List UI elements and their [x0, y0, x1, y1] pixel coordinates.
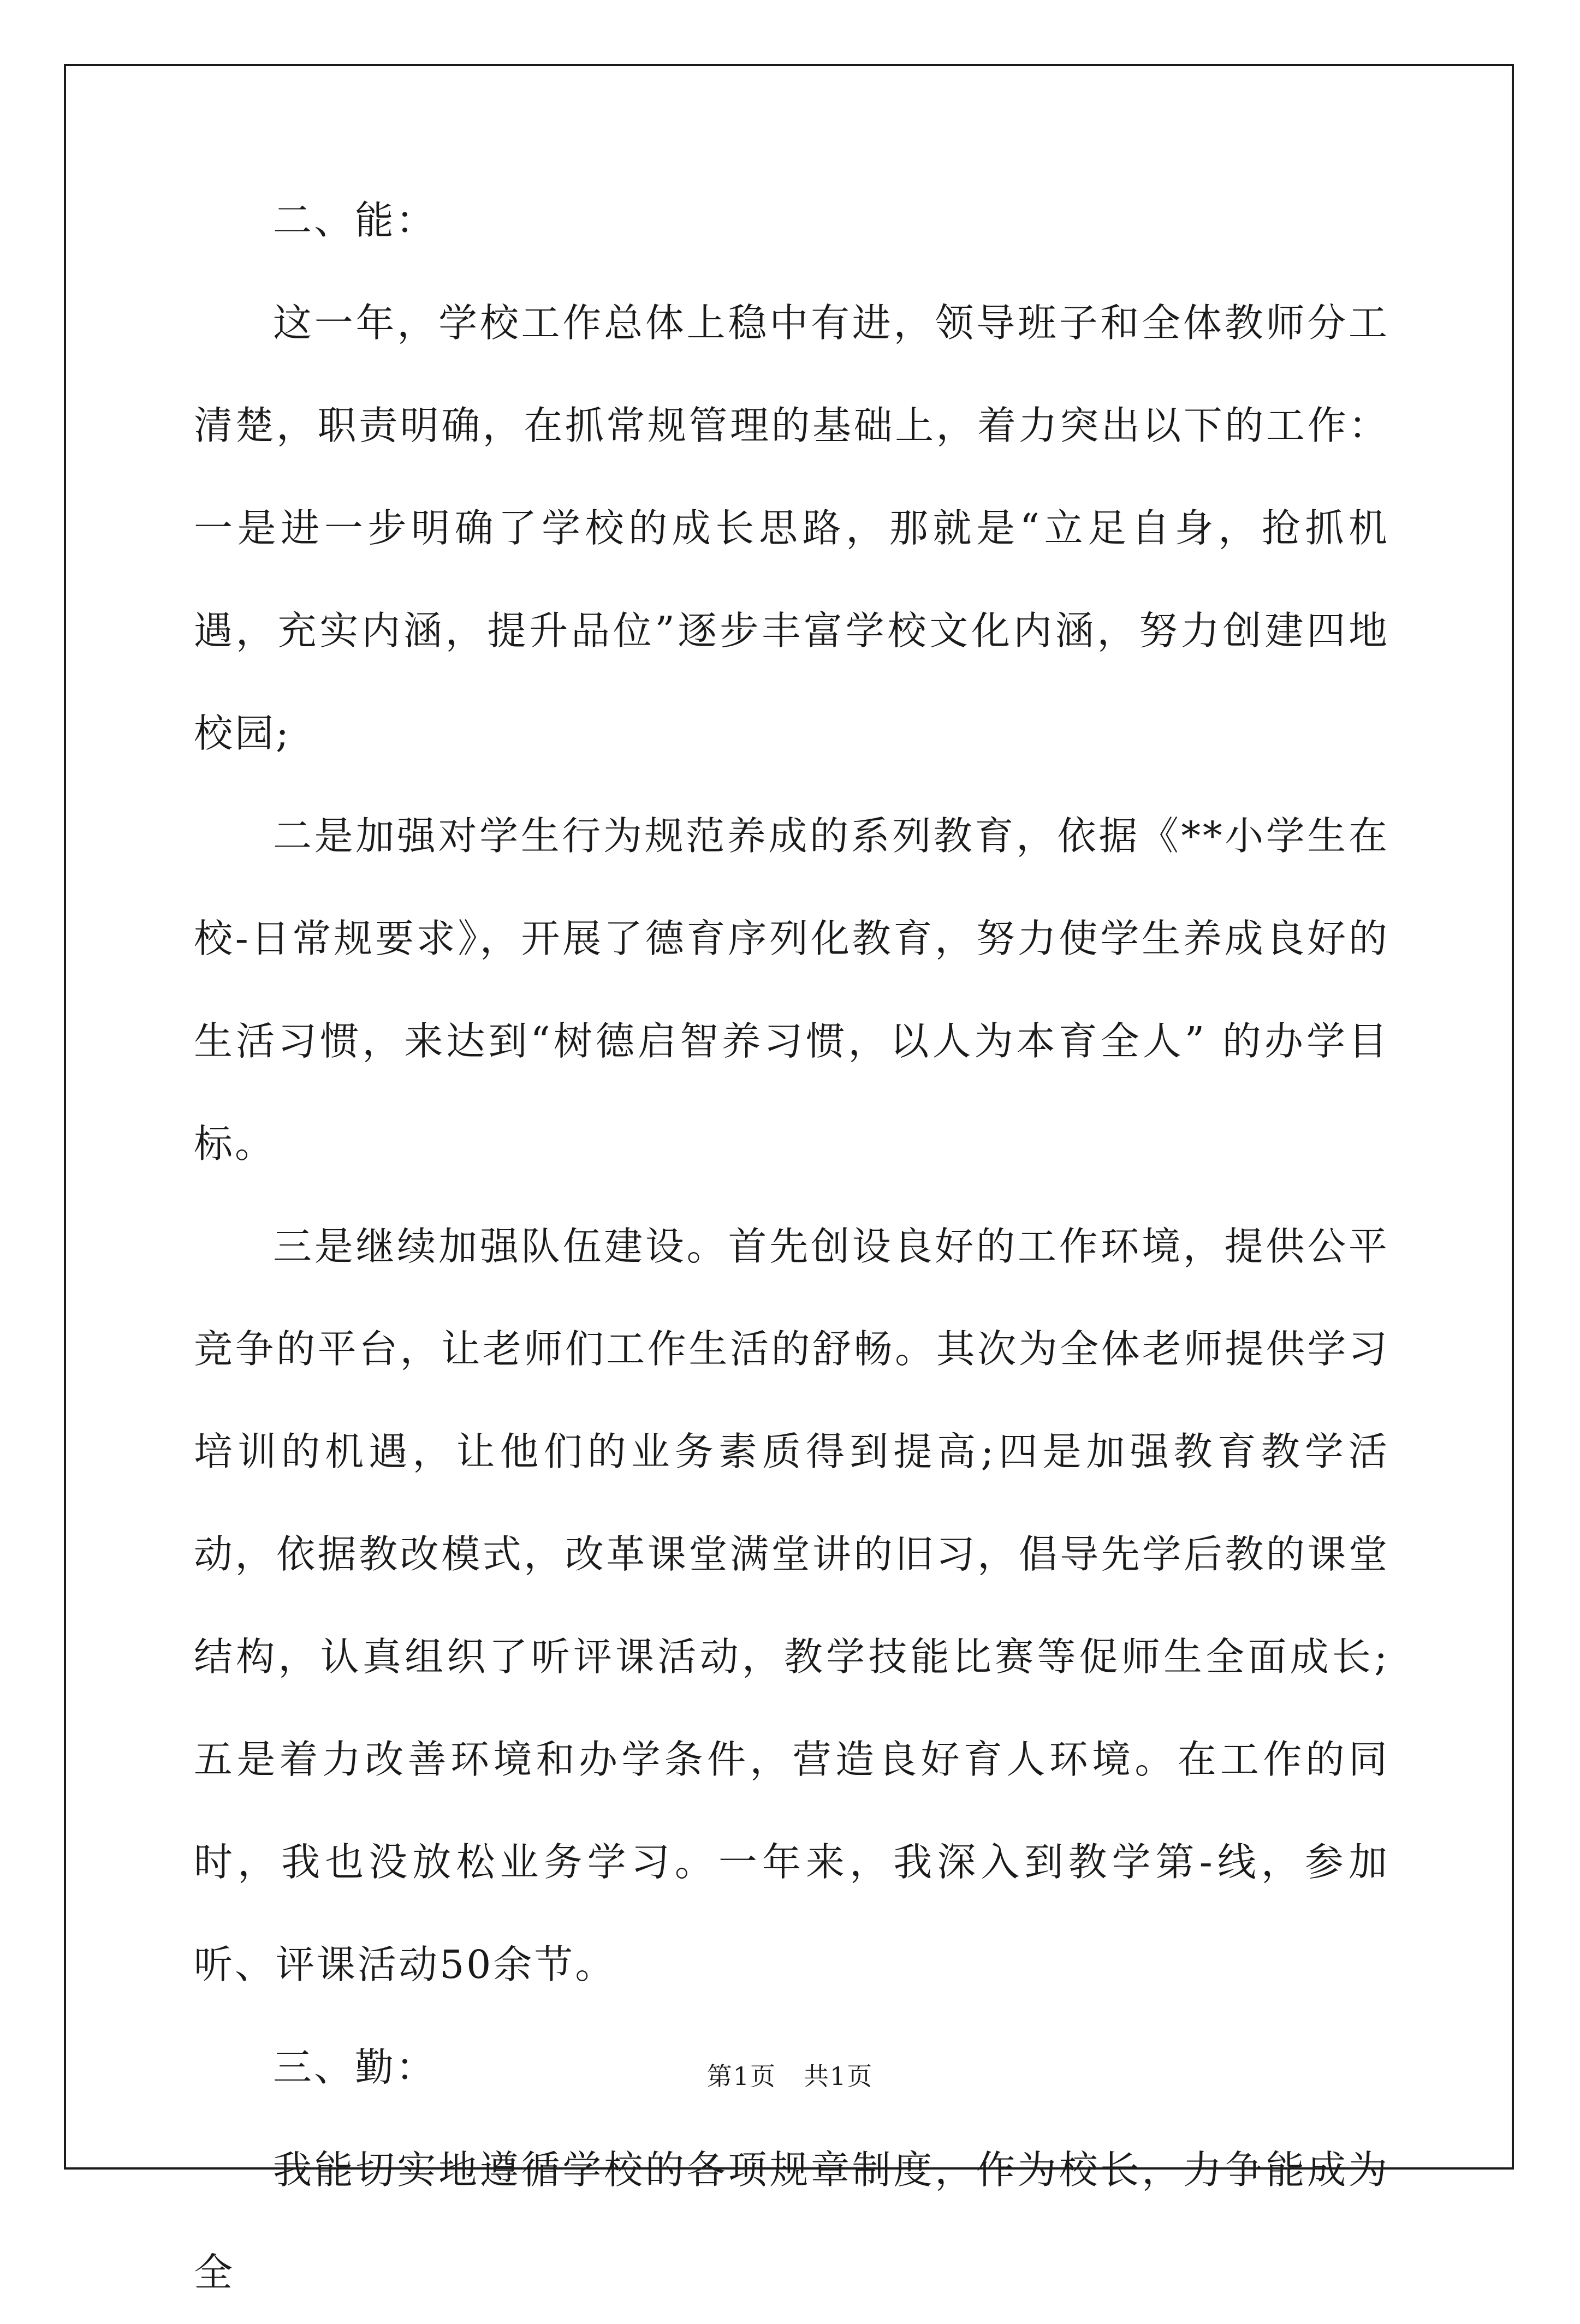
heading-neng: 二、能：	[273, 198, 437, 243]
paragraph-team-building: 三是继续加强队伍建设。首先创设良好的工作环境，提供公平竞争的平台，让老师们工作生活的舒畅。其次为全体老师提供学习培训的机遇，让他们的业务素质得到提高;四是加强教育教学活动，依据教改模式，改革课堂满堂讲的旧习，倡导先学后教的课堂结构，认真组织了听评课活动，教学技能比赛等促师生全面成长;五是着力改善环境和办学条件，营造良好育人环境。在工作的同时，我也没放松业务学习。一年来，我深入到教学第-线，参加听、评课活动50余节。	[194, 1224, 1389, 1987]
paragraph-work-summary: 这一年，学校工作总体上稳中有进，领导班子和全体教师分工清楚，职责明确，在抓常规管理的基础上，着力突出以下的工作：一是进一步明确了学校的成长思路，那就是“立足自身，抢抓机遇，充实内涵，提升品位”逐步丰富学校文化内涵，努力创建四地校园;	[194, 300, 1389, 756]
heading-qin: 三、勤：	[273, 2045, 437, 2090]
document-body	[194, 169, 1389, 2324]
paragraph-student-education: 二是加强对学生行为规范养成的系列教育，依据《**小学生在校-日常规要求》，开展了德育序列化教育，努力使学生养成良好的生活习惯，来达到“树德启智养习惯，以人为本育全人” 的办学目标。	[194, 813, 1389, 1166]
paragraph-rules: 我能切实地遵循学校的各项规章制度，作为校长，力争能成为全	[194, 2147, 1389, 2295]
page-total: 共1页	[803, 2061, 874, 2091]
page-number: 第1页	[706, 2061, 777, 2091]
page-footer	[0, 2057, 1580, 2093]
